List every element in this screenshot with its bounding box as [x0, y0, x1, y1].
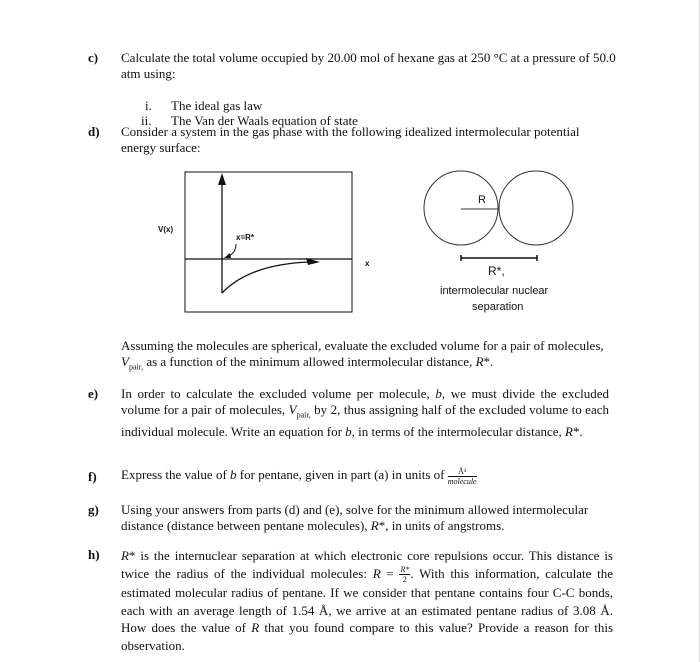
- units-fraction: [448, 467, 477, 486]
- point-label: x=R*: [236, 233, 255, 242]
- r-fraction: [399, 565, 410, 584]
- question-h-label: h): [88, 547, 100, 562]
- item-ii-text: The Van der Waals equation of state: [171, 113, 358, 128]
- plot-frame: [185, 172, 352, 312]
- fraction-numerator: R*: [400, 565, 410, 575]
- e-text: by 2, thus assigning half of the excluded volume to each individual molecule. Write an equation for: [121, 402, 609, 439]
- v-subscript: pair,: [296, 410, 311, 420]
- r-symbol: R: [370, 518, 379, 533]
- question-g-text: [121, 502, 616, 534]
- e-text: *.: [572, 423, 583, 439]
- question-d-text: Consider a system in the gas phase with the following idealized intermolecular potential energy surface:: [121, 124, 580, 155]
- v-symbol: V: [121, 354, 129, 369]
- question-d-label: d): [88, 124, 100, 139]
- b-symbol: b: [230, 467, 237, 482]
- e-text: , in terms of the intermolecular distance,: [351, 423, 566, 439]
- r-symbol: R: [475, 354, 484, 369]
- r-symbol: R: [121, 548, 129, 563]
- r-symbol: R: [565, 423, 573, 439]
- b-symbol: b: [345, 423, 352, 439]
- pointer-arrow: [226, 244, 236, 257]
- h-text: that you found compare to this value? Provide a reason for this observation.: [121, 620, 614, 653]
- question-e-label: e): [88, 386, 99, 401]
- question-c-label: c): [88, 50, 99, 65]
- equals: =: [380, 565, 400, 581]
- radius-label: R: [478, 194, 486, 206]
- question-f-text: [121, 462, 616, 488]
- f-text: Express the value of: [121, 467, 231, 482]
- molecule-circle-right: [499, 171, 573, 245]
- question-c-text: Calculate the total volume occupied by 20.00 mol of hexane gas at 250 °C at a pressure of 50.0 atm using:: [121, 50, 616, 81]
- caption-line1: intermolecular nuclear: [440, 285, 549, 297]
- question-g-label: g): [88, 502, 99, 517]
- separation-label: R*,: [488, 264, 505, 278]
- e-text: In order to calculate the excluded volume per molecule,: [121, 386, 436, 401]
- f-text: for pentane, given in part (a) in units of: [236, 467, 448, 482]
- question-h-text: [121, 547, 613, 654]
- x-axis-label: x: [365, 259, 370, 268]
- fraction-denominator: molecule: [447, 476, 477, 486]
- y-axis-label: V(x): [158, 225, 174, 234]
- potential-curve: [222, 262, 310, 293]
- followup-end: *.: [483, 354, 494, 369]
- question-d-followup: [121, 338, 616, 376]
- followup-text-2: as a function of the minimum allowed intermolecular distance,: [143, 354, 476, 369]
- fraction-numerator: Å³: [448, 467, 477, 477]
- r-symbol: R: [251, 620, 260, 636]
- h-text: . With this information, calculate the estimated molecular radius of pentane. If we consider that pentane contains four C-C bonds, each with an average length of 1.54 Å, we arrive at an estimated pentane radius of 3.08 Å. How does the value of: [121, 565, 613, 636]
- h-text: * is the internuclear separation at which electronic core repulsions occur. This distance is twice the radius of the individual molecules:: [121, 548, 613, 581]
- followup-text: Assuming the molecules are spherical, evaluate the excluded volume for a pair of molecules,: [121, 338, 604, 353]
- item-i-num: i.: [145, 98, 152, 113]
- g-text: Using your answers from parts (d) and (e), solve for the minimum allowed intermolecular distance (distance between pentane molecules),: [121, 502, 589, 533]
- e-text: , we must divide the excluded volume for a pair of molecules,: [121, 386, 609, 417]
- g-text: *, in units of angstroms.: [378, 518, 505, 533]
- v-subscript: pair,: [128, 362, 144, 372]
- question-f-label: f): [88, 469, 97, 484]
- r-symbol: R: [372, 565, 381, 581]
- b-symbol: b: [435, 386, 442, 401]
- fraction-denominator: 2: [402, 575, 407, 585]
- y-axis-arrow: [218, 173, 226, 185]
- item-i-text: The ideal gas law: [171, 98, 263, 113]
- question-e-text: [121, 386, 609, 440]
- molecule-circle-left: [424, 171, 498, 245]
- v-symbol: V: [288, 402, 297, 417]
- item-ii-num: ii.: [141, 113, 152, 128]
- caption-line2: separation: [472, 301, 524, 313]
